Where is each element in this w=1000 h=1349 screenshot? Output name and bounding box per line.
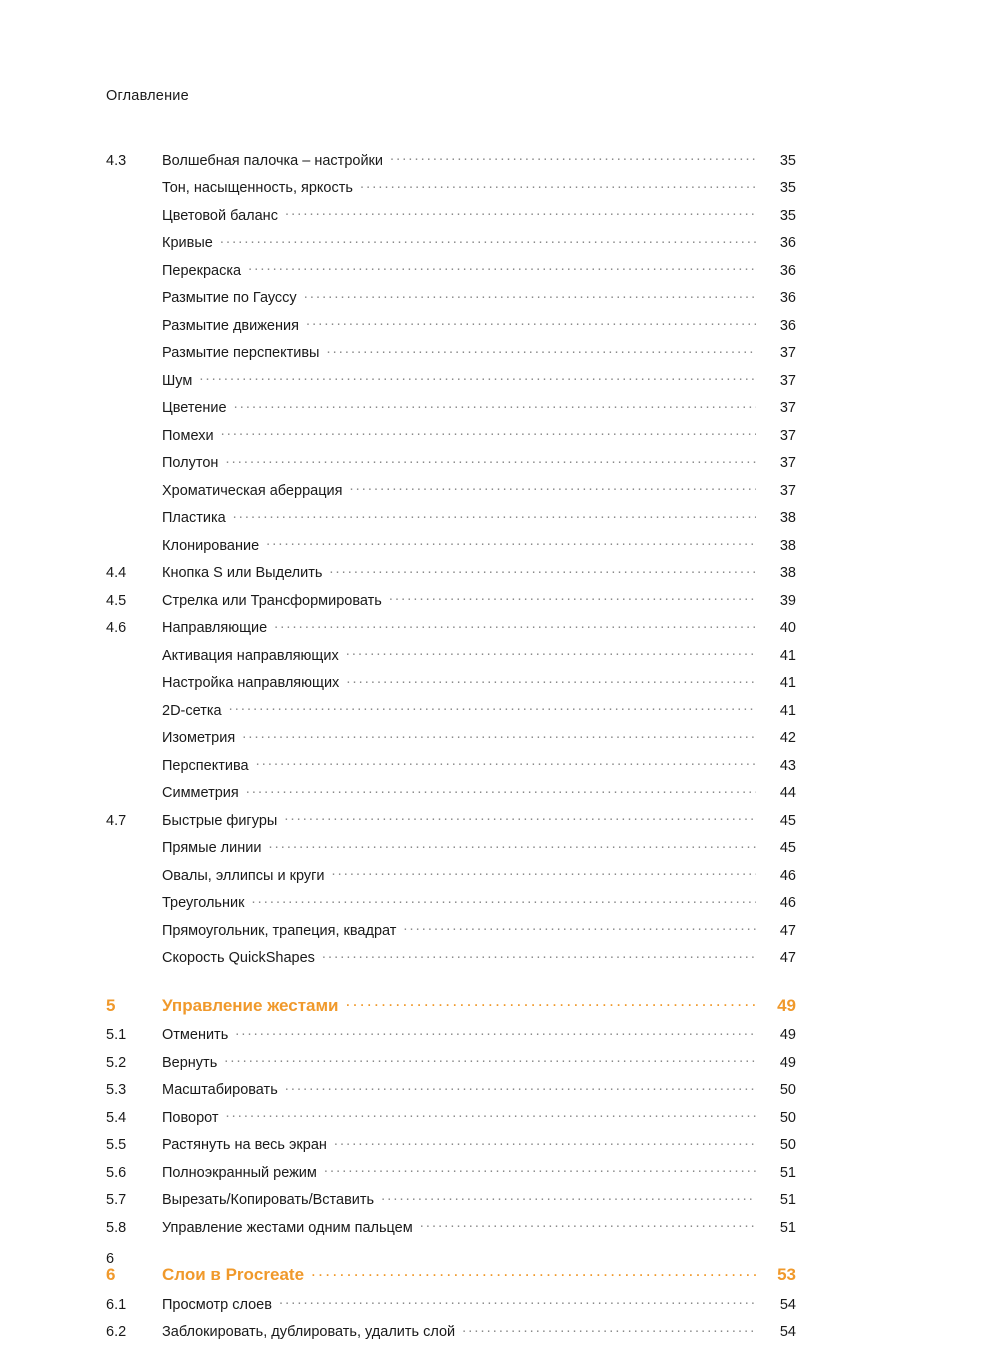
toc-entry-page: 53 [777, 1265, 796, 1284]
toc-leader-dots [285, 1080, 756, 1095]
toc-leader-dots [274, 618, 756, 633]
toc-entry-title: Направляющие [162, 620, 268, 636]
toc-leader-dots [324, 1162, 756, 1177]
toc-entry-title: Масштабировать [162, 1082, 278, 1098]
toc-entry-page: 35 [779, 207, 796, 224]
toc-entry-title: Стрелка или Трансформировать [162, 592, 382, 609]
toc-leader-dots [248, 260, 756, 275]
toc-entry-row[interactable] [106, 150, 796, 168]
toc-leader-dots [256, 755, 756, 770]
toc-entry-title: Растянуть на весь экран [162, 1137, 327, 1153]
toc-entry-page: 37 [779, 345, 796, 361]
toc-entry-number: 6.1 [106, 1296, 127, 1313]
toc-entry-number: 5.3 [106, 1082, 127, 1098]
toc-entry-title: Прямоугольник, трапеция, квадрат [162, 922, 397, 939]
toc-leader-dots [420, 1217, 756, 1232]
toc-entry-page: 49 [779, 1027, 796, 1043]
toc-entry-page: 49 [777, 995, 796, 1015]
toc-entry-title: Симметрия [162, 785, 239, 801]
toc-entry-row[interactable] [106, 453, 796, 471]
toc-leader-dots [225, 453, 756, 468]
toc-entry-row[interactable] [106, 425, 796, 443]
toc-entry-title: Волшебная палочка – настройки [162, 152, 383, 169]
toc-leader-dots [229, 700, 756, 715]
toc-leader-dots [266, 535, 756, 550]
toc-entry-number: 6 [106, 1265, 116, 1284]
toc-entry-title: Изометрия [162, 730, 236, 746]
toc-leader-dots [332, 865, 757, 880]
toc-entry-title: Размытие по Гауссу [162, 290, 297, 306]
toc-leader-dots [226, 1107, 756, 1122]
toc-entry-number: 5.5 [106, 1137, 127, 1153]
table-of-contents [106, 150, 796, 1340]
toc-entry-row[interactable] [106, 1052, 796, 1070]
toc-entry-row[interactable] [106, 700, 796, 718]
toc-entry-number: 5.4 [106, 1109, 127, 1126]
toc-entry-page: 51 [779, 1219, 796, 1236]
toc-entry-row[interactable] [106, 398, 796, 416]
toc-leader-dots [224, 1052, 756, 1067]
toc-entry-page: 36 [779, 235, 796, 251]
toc-entry-row[interactable] [106, 1217, 796, 1235]
toc-leader-dots [221, 425, 756, 440]
toc-entry-page: 49 [779, 1054, 796, 1071]
toc-entry-page: 47 [779, 950, 796, 966]
toc-entry-row[interactable] [106, 563, 796, 581]
toc-entry-title: Полноэкранный режим [162, 1164, 317, 1181]
toc-entry-title: Цветовой баланс [162, 207, 278, 224]
toc-entry-title: Помехи [162, 427, 214, 444]
toc-leader-dots [346, 994, 756, 1011]
toc-entry-row[interactable] [106, 920, 796, 938]
toc-entry-row[interactable] [106, 893, 796, 911]
toc-entry-page: 38 [779, 565, 796, 581]
toc-entry-page: 44 [779, 785, 796, 801]
toc-entry-page: 50 [779, 1137, 796, 1153]
toc-entry-title: 2D-сетка [162, 702, 222, 719]
toc-entry-row[interactable] [106, 728, 796, 746]
toc-entry-row[interactable] [106, 865, 796, 883]
running-head: Оглавление [106, 88, 189, 104]
toc-entry-title: Тон, насыщенность, яркость [162, 180, 353, 196]
toc-entry-number: 4.4 [106, 565, 127, 581]
toc-entry-title: Поворот [162, 1109, 219, 1126]
toc-entry-page: 41 [779, 647, 796, 664]
toc-leader-dots [390, 150, 756, 165]
toc-leader-dots [349, 480, 756, 495]
toc-entry-row[interactable] [106, 343, 796, 361]
toc-entry-title: Заблокировать, дублировать, удалить слой [162, 1324, 456, 1340]
toc-entry-page: 54 [779, 1324, 796, 1340]
toc-entry-row[interactable] [106, 1294, 796, 1312]
toc-leader-dots [199, 370, 756, 385]
toc-entry-page: 37 [779, 482, 796, 499]
toc-entry-row[interactable] [106, 315, 796, 333]
toc-leader-dots [326, 343, 756, 358]
toc-entry-row[interactable] [106, 205, 796, 223]
toc-leader-dots [306, 315, 756, 330]
toc-entry-number: 5.2 [106, 1054, 127, 1071]
toc-entry-title: Слои в Procreate [162, 1265, 305, 1284]
toc-entry-page: 40 [779, 620, 796, 636]
page-number: 6 [106, 1251, 115, 1267]
toc-entry-page: 39 [779, 592, 796, 609]
toc-entry-row[interactable] [106, 370, 796, 388]
toc-leader-dots [346, 673, 756, 688]
toc-entry-row[interactable] [106, 838, 796, 856]
toc-entry-row[interactable] [106, 755, 796, 773]
toc-entry-number: 5.7 [106, 1192, 127, 1208]
toc-entry-row[interactable] [106, 1190, 796, 1208]
toc-entry-title: Кривые [162, 235, 213, 251]
toc-leader-dots [334, 1135, 756, 1150]
toc-entry-row[interactable] [106, 480, 796, 498]
toc-entry-row[interactable] [106, 233, 796, 251]
toc-entry-page: 46 [779, 895, 796, 911]
toc-entry-title: Скорость QuickShapes [162, 950, 315, 966]
toc-entry-title: Размытие перспективы [162, 345, 320, 361]
toc-entry-title: Настройка направляющих [162, 675, 340, 691]
toc-entry-row[interactable] [106, 590, 796, 608]
toc-entry-page: 46 [779, 867, 796, 884]
toc-entry-row[interactable] [106, 260, 796, 278]
toc-entry-title: Перекраска [162, 262, 242, 279]
toc-leader-dots [246, 783, 756, 798]
toc-entry-page: 45 [779, 812, 796, 829]
toc-leader-dots [311, 1263, 756, 1280]
toc-entry-title: Пластика [162, 510, 226, 526]
toc-chapter-row[interactable] [106, 994, 796, 1014]
toc-leader-dots [329, 563, 756, 578]
toc-entry-page: 38 [779, 537, 796, 554]
toc-entry-title: Овалы, эллипсы и круги [162, 867, 325, 884]
toc-leader-dots [235, 1025, 756, 1040]
toc-leader-dots [268, 838, 756, 853]
toc-entry-page: 54 [779, 1296, 796, 1313]
toc-entry-row[interactable] [106, 178, 796, 196]
toc-entry-title: Цветение [162, 400, 227, 416]
toc-entry-page: 37 [779, 455, 796, 471]
toc-entry-title: Перспектива [162, 757, 249, 774]
toc-entry-title: Размытие движения [162, 317, 299, 334]
toc-entry-row[interactable] [106, 673, 796, 691]
toc-entry-title: Вернуть [162, 1054, 218, 1071]
toc-entry-number: 5.8 [106, 1219, 127, 1236]
toc-leader-dots [284, 810, 756, 825]
toc-entry-title: Шум [162, 372, 193, 389]
toc-entry-page: 42 [779, 730, 796, 746]
toc-entry-page: 37 [779, 372, 796, 389]
toc-entry-title: Быстрые фигуры [162, 812, 278, 829]
toc-entry-row[interactable] [106, 1162, 796, 1180]
toc-entry-row[interactable] [106, 1080, 796, 1098]
toc-entry-number: 4.7 [106, 812, 127, 829]
toc-entry-row[interactable] [106, 810, 796, 828]
toc-entry-row[interactable] [106, 1025, 796, 1043]
toc-leader-dots [381, 1190, 756, 1205]
toc-entry-page: 51 [779, 1192, 796, 1208]
toc-entry-row[interactable] [106, 618, 796, 636]
toc-entry-title: Просмотр слоев [162, 1296, 272, 1313]
toc-entry-row[interactable] [106, 948, 796, 966]
toc-leader-dots [360, 178, 756, 193]
toc-entry-row[interactable] [106, 1322, 796, 1340]
toc-leader-dots [304, 288, 756, 303]
toc-entry-page: 36 [779, 290, 796, 306]
toc-leader-dots [389, 590, 756, 605]
toc-leader-dots [322, 948, 756, 963]
toc-entry-title: Активация направляющих [162, 647, 339, 664]
toc-entry-title: Отменить [162, 1027, 229, 1043]
toc-entry-page: 50 [779, 1109, 796, 1126]
toc-entry-row[interactable] [106, 783, 796, 801]
toc-entry-title: Управление жестами [162, 995, 339, 1015]
toc-leader-dots [462, 1322, 756, 1337]
toc-entry-page: 35 [779, 152, 796, 169]
toc-entry-page: 41 [779, 675, 796, 691]
toc-entry-page: 38 [779, 510, 796, 526]
toc-entry-page: 45 [779, 840, 796, 856]
toc-entry-title: Полутон [162, 455, 219, 471]
toc-leader-dots [285, 205, 756, 220]
toc-entry-title: Хроматическая аберрация [162, 482, 343, 499]
toc-leader-dots [251, 893, 756, 908]
toc-entry-page: 35 [779, 180, 796, 196]
toc-entry-number: 5.1 [106, 1027, 127, 1043]
toc-entry-title: Управление жестами одним пальцем [162, 1219, 413, 1236]
toc-entry-number: 4.5 [106, 592, 127, 609]
toc-entry-number: 4.3 [106, 152, 127, 169]
toc-entry-row[interactable] [106, 535, 796, 553]
toc-entry-page: 41 [779, 702, 796, 719]
toc-entry-number: 4.6 [106, 620, 127, 636]
toc-entry-title: Прямые линии [162, 840, 262, 856]
toc-leader-dots [346, 645, 756, 660]
toc-entry-title: Вырезать/Копировать/Вставить [162, 1192, 375, 1208]
toc-leader-dots [279, 1294, 756, 1309]
toc-entry-page: 37 [779, 427, 796, 444]
toc-entry-title: Клонирование [162, 537, 260, 554]
toc-leader-dots [220, 233, 756, 248]
toc-entry-title: Кнопка S или Выделить [162, 565, 323, 581]
toc-entry-row[interactable] [106, 1135, 796, 1153]
toc-entry-title: Треугольник [162, 895, 245, 911]
toc-leader-dots [242, 728, 756, 743]
toc-leader-dots [233, 508, 756, 523]
toc-entry-number: 6.2 [106, 1324, 127, 1340]
toc-entry-row[interactable] [106, 508, 796, 526]
toc-entry-page: 47 [779, 922, 796, 939]
toc-leader-dots [234, 398, 756, 413]
toc-leader-dots [403, 920, 756, 935]
toc-entry-row[interactable] [106, 645, 796, 663]
toc-entry-page: 51 [779, 1164, 796, 1181]
toc-entry-row[interactable] [106, 288, 796, 306]
toc-entry-page: 43 [779, 757, 796, 774]
toc-entry-number: 5.6 [106, 1164, 127, 1181]
toc-entry-page: 36 [779, 317, 796, 334]
toc-entry-page: 37 [779, 400, 796, 416]
toc-entry-number: 5 [106, 995, 116, 1015]
toc-chapter-row[interactable] [106, 1263, 796, 1283]
toc-entry-row[interactable] [106, 1107, 796, 1125]
toc-entry-page: 50 [779, 1082, 796, 1098]
toc-entry-page: 36 [779, 262, 796, 279]
